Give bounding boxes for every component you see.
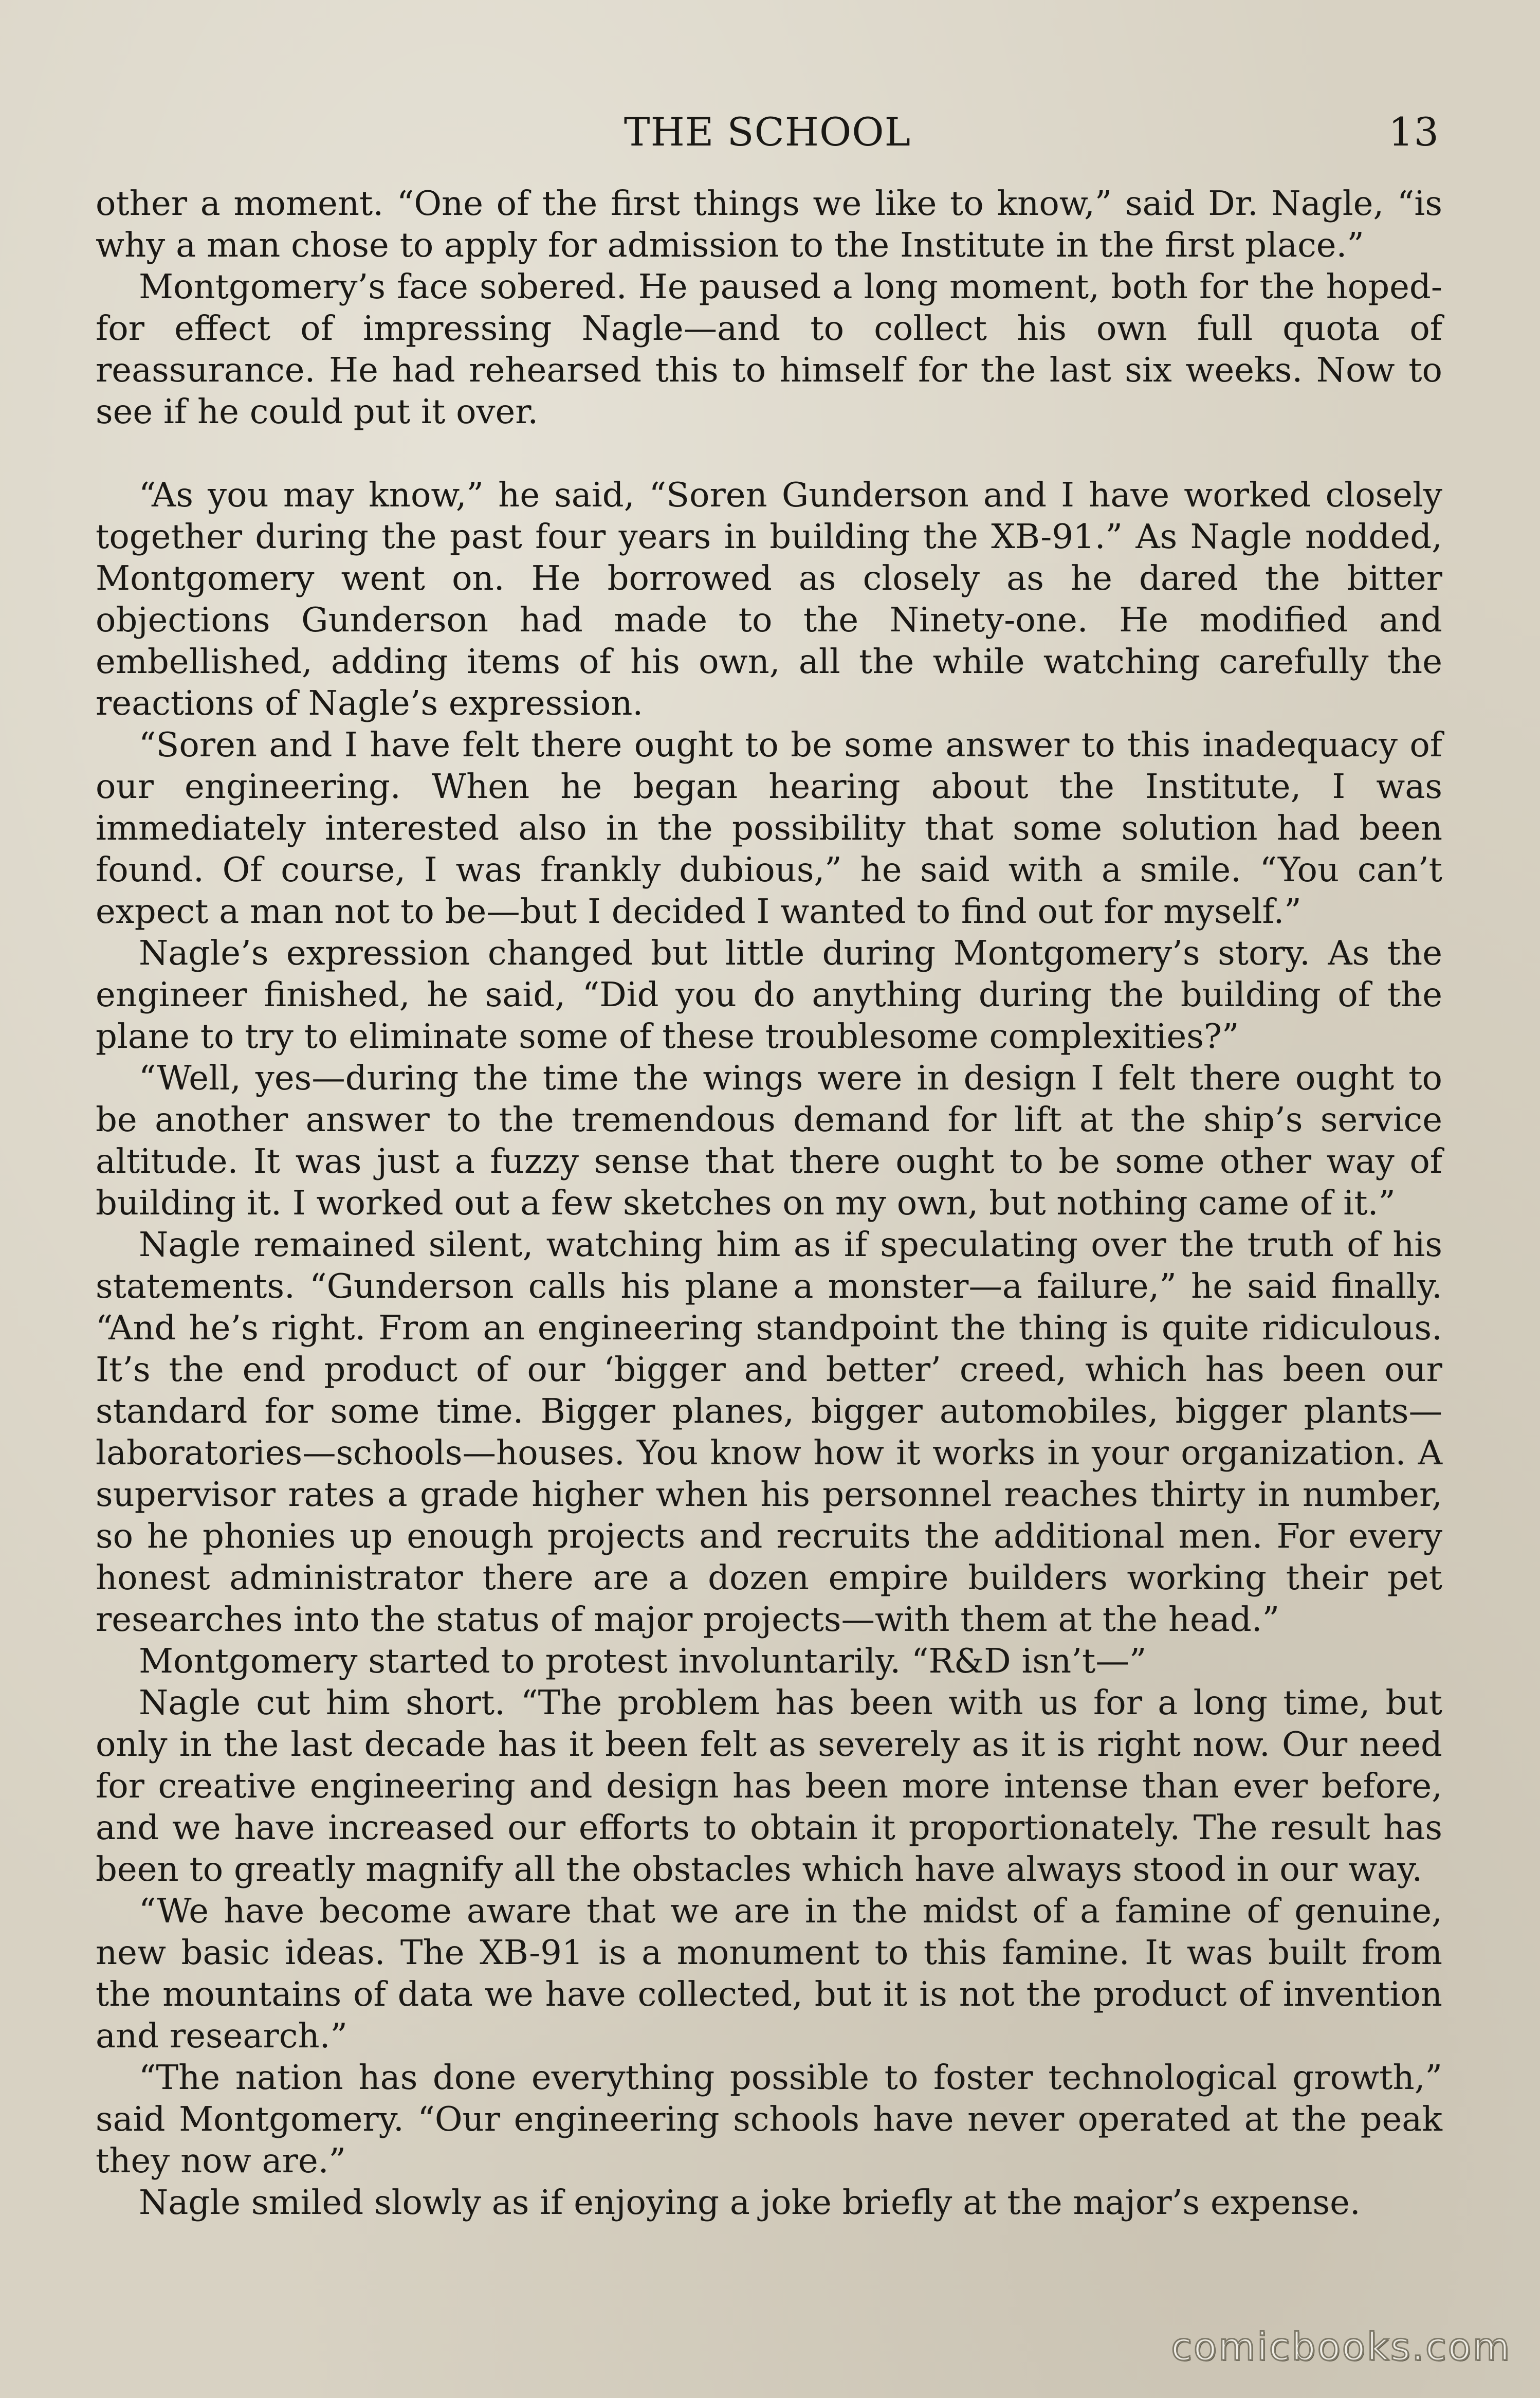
paragraph: Nagle remained silent, watching him as if speculating over the truth of his statements. “Gunderson calls his plane a monster—a failure,” he said finally. “And he’s right. From an engineering standpoint the thing is quite ridiculous. It’s the end product of our ‘bigger and better’ creed, which has been our standard for some time. Bigger planes, bigger automobiles, bigger plants—laboratories—schools—houses. You know how it works in your organization. A supervisor rates a grade higher when his personnel reaches thirty in number, so he phonies up enough projects and recruits the additional men. For every honest administrator there are a dozen empire builders working their pet researches into the status of major projects—with them at the head.” — [96, 1225, 1442, 1639]
paragraph: “Soren and I have felt there ought to be some answer to this inadequacy of our engineering. When he began hearing about the Institute, I was immediately interested also in the possibility that some solution had been found. Of course, I was frankly dubious,” he said with a smile. “You can’t expect a man not to be—but I decided I wanted to find out for myself.” — [96, 725, 1442, 931]
paragraph: other a moment. “One of the first things we like to know,” said Dr. Nagle, “is why a man chose to apply for admission to the Institute in the first place.” — [96, 184, 1442, 265]
running-head: THE SCHOOL — [624, 109, 911, 155]
paragraph: “The nation has done everything possible to foster technological growth,” said Montgomery. “Our engineering schools have never operated at the peak they now are.” — [96, 2058, 1442, 2181]
paragraph: “Well, yes—during the time the wings were in design I felt there ought to be another answer to the tremendous demand for lift at the ship’s service altitude. It was just a fuzzy sense that there ought to be some other way of building it. I worked out a few sketches on my own, but nothing came of it.” — [96, 1059, 1442, 1223]
paragraph: Nagle cut him short. “The problem has been with us for a long time, but only in the last decade has it been felt as severely as it is right now. Our need for creative engineering and design has been more intense than ever before, and we have increased our efforts to obtain it proportionately. The result has been to greatly magnify all the obstacles which have always stood in our way. — [96, 1683, 1442, 1889]
page-number: 13 — [1388, 109, 1439, 155]
paragraph: Montgomery started to protest involuntarily. “R&D isn’t—” — [139, 1642, 1147, 1681]
paragraph: “We have become aware that we are in the midst of a famine of genuine, new basic ideas. The XB-91 is a monument to this famine. It was built from the mountains of data we have collected, but it is not the product of invention and research.” — [96, 1892, 1442, 2056]
paragraph: Montgomery’s face sobered. He paused a long moment, both for the hoped-for effect of impressing Nagle—and to collect his own full quota of reassurance. He had rehearsed this to himself for the last six weeks. Now to see if he could put it over. — [96, 267, 1442, 431]
paragraph: Nagle’s expression changed but little during Montgomery’s story. As the engineer finished, he said, “Did you do anything during the building of the plane to try to eliminate some of these troublesome complexities?” — [96, 934, 1442, 1056]
watermark: comicbooks.com — [1171, 2325, 1511, 2369]
body-text — [96, 183, 1442, 2224]
paragraph: Nagle smiled slowly as if enjoying a joke briefly at the major’s expense. — [139, 2183, 1361, 2222]
paragraph: “As you may know,” he said, “Soren Gunderson and I have worked closely together during the past four years in building the XB-91.” As Nagle nodded, Montgomery went on. He borrowed as closely as he dared the bitter objections Gunderson had made to the Ninety-one. He modified and embellished, adding items of his own, all the while watching carefully the reactions of Nagle’s expression. — [96, 476, 1442, 723]
page-header — [96, 109, 1439, 166]
